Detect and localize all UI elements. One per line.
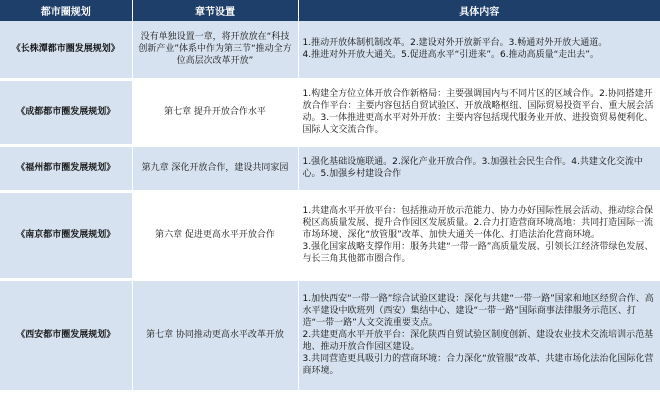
chapter-cell: 第七章 提升开放合作水平 bbox=[132, 79, 298, 145]
content-cell bbox=[298, 191, 660, 279]
plan-name: 《成都都市圈发展规划》 bbox=[0, 79, 132, 145]
table-row bbox=[0, 279, 660, 391]
content-line: 1.推动开放体制机制改革。2.建设对外开放新平台。3.畅通对外开放大通道。 bbox=[302, 38, 608, 49]
chapter-cell: 第九章 深化开放合作，建设共同家园 bbox=[132, 145, 298, 191]
table-row bbox=[0, 145, 660, 191]
content-cell bbox=[298, 21, 660, 79]
header-content: 具体内容 bbox=[298, 0, 660, 21]
content-cell bbox=[298, 145, 660, 191]
header-row bbox=[0, 0, 660, 21]
plan-name: 《长株潭都市圈发展规划》 bbox=[0, 21, 132, 79]
content-line: 4.推进对外开放大通关。5.促进高水平“引进来”。6.推动高质量“走出去”。 bbox=[302, 50, 599, 61]
content-line: 2.共建更高水平开放平台：深化陕西自贸试验区制度创新、建设农业技术交流培训示范基地、推动开放合作园区建设。 bbox=[302, 330, 654, 352]
plan-name: 《南京都市圈发展规划》 bbox=[0, 191, 132, 279]
content-cell bbox=[298, 279, 660, 391]
table-row bbox=[0, 191, 660, 279]
header-chapter: 章节设置 bbox=[132, 0, 298, 21]
content-line: 1.构建全方位立体开放合作新格局：主要强调国内与不同片区的区域合作。2.协同搭建开放合作平台：主要内容包括自贸试验区、开放战略枢纽、国际贸易投资平台、重大展会活动。3.一体推进更高水平对外开放：主要内容包括现代服务业开放、进投资贸易便利化、国际人文交流合作。 bbox=[302, 89, 654, 135]
header-plan: 都市圈规划 bbox=[0, 0, 132, 21]
content-line: 1.加快西安“一带一路”综合试验区建设：深化与共建“一带一路”国家和地区经贸合作、高水平建设中欧班列（西安）集结中心、建设“一带一路”国际商事法律服务示范区、打造“一带一路”人文交流重要支点。 bbox=[302, 294, 654, 328]
plan-name: 《福州都市圈发展规划》 bbox=[0, 145, 132, 191]
chapter-cell: 第七章 协同推动更高水平改革开放 bbox=[132, 279, 298, 391]
content-cell bbox=[298, 79, 660, 145]
plan-name: 《西安都市圈发展规划》 bbox=[0, 279, 132, 391]
content-line: 1.强化基础设施联通。2.深化产业开放合作。3.加强社会民生合作。4.共建文化交流中心。5.加强乡村建设合作 bbox=[302, 157, 643, 179]
content-line: 1.共建高水平开放平台：包括推动开放示范能力、协力办好国际性展会活动、推动综合保税区高质量发展、提升合作园区发展质量。2.合力打造营商环境高地：共同打造国际一流市场环境、深化“放管服”改革、加快大通关一体化、打造法治化营商环境。 bbox=[302, 206, 654, 240]
table-row bbox=[0, 21, 660, 79]
chapter-cell: 没有单独设置一章，将开放放在“科技创新产业”体系中作为第三节“推动全方位高层次改革开放” bbox=[132, 21, 298, 79]
chapter-cell: 第六章 促进更高水平开放合作 bbox=[132, 191, 298, 279]
table-row bbox=[0, 79, 660, 145]
content-line: 3.共同营造更具吸引力的营商环境：合力深化“放管服”改革、共建市场化法治化国际化营商环境。 bbox=[302, 354, 654, 376]
content-line: 3.强化国家战略支撑作用：服务共建“一带一路”高质量发展、引领长江经济带绿色发展、与长三角其他都市圈合作。 bbox=[302, 242, 654, 264]
